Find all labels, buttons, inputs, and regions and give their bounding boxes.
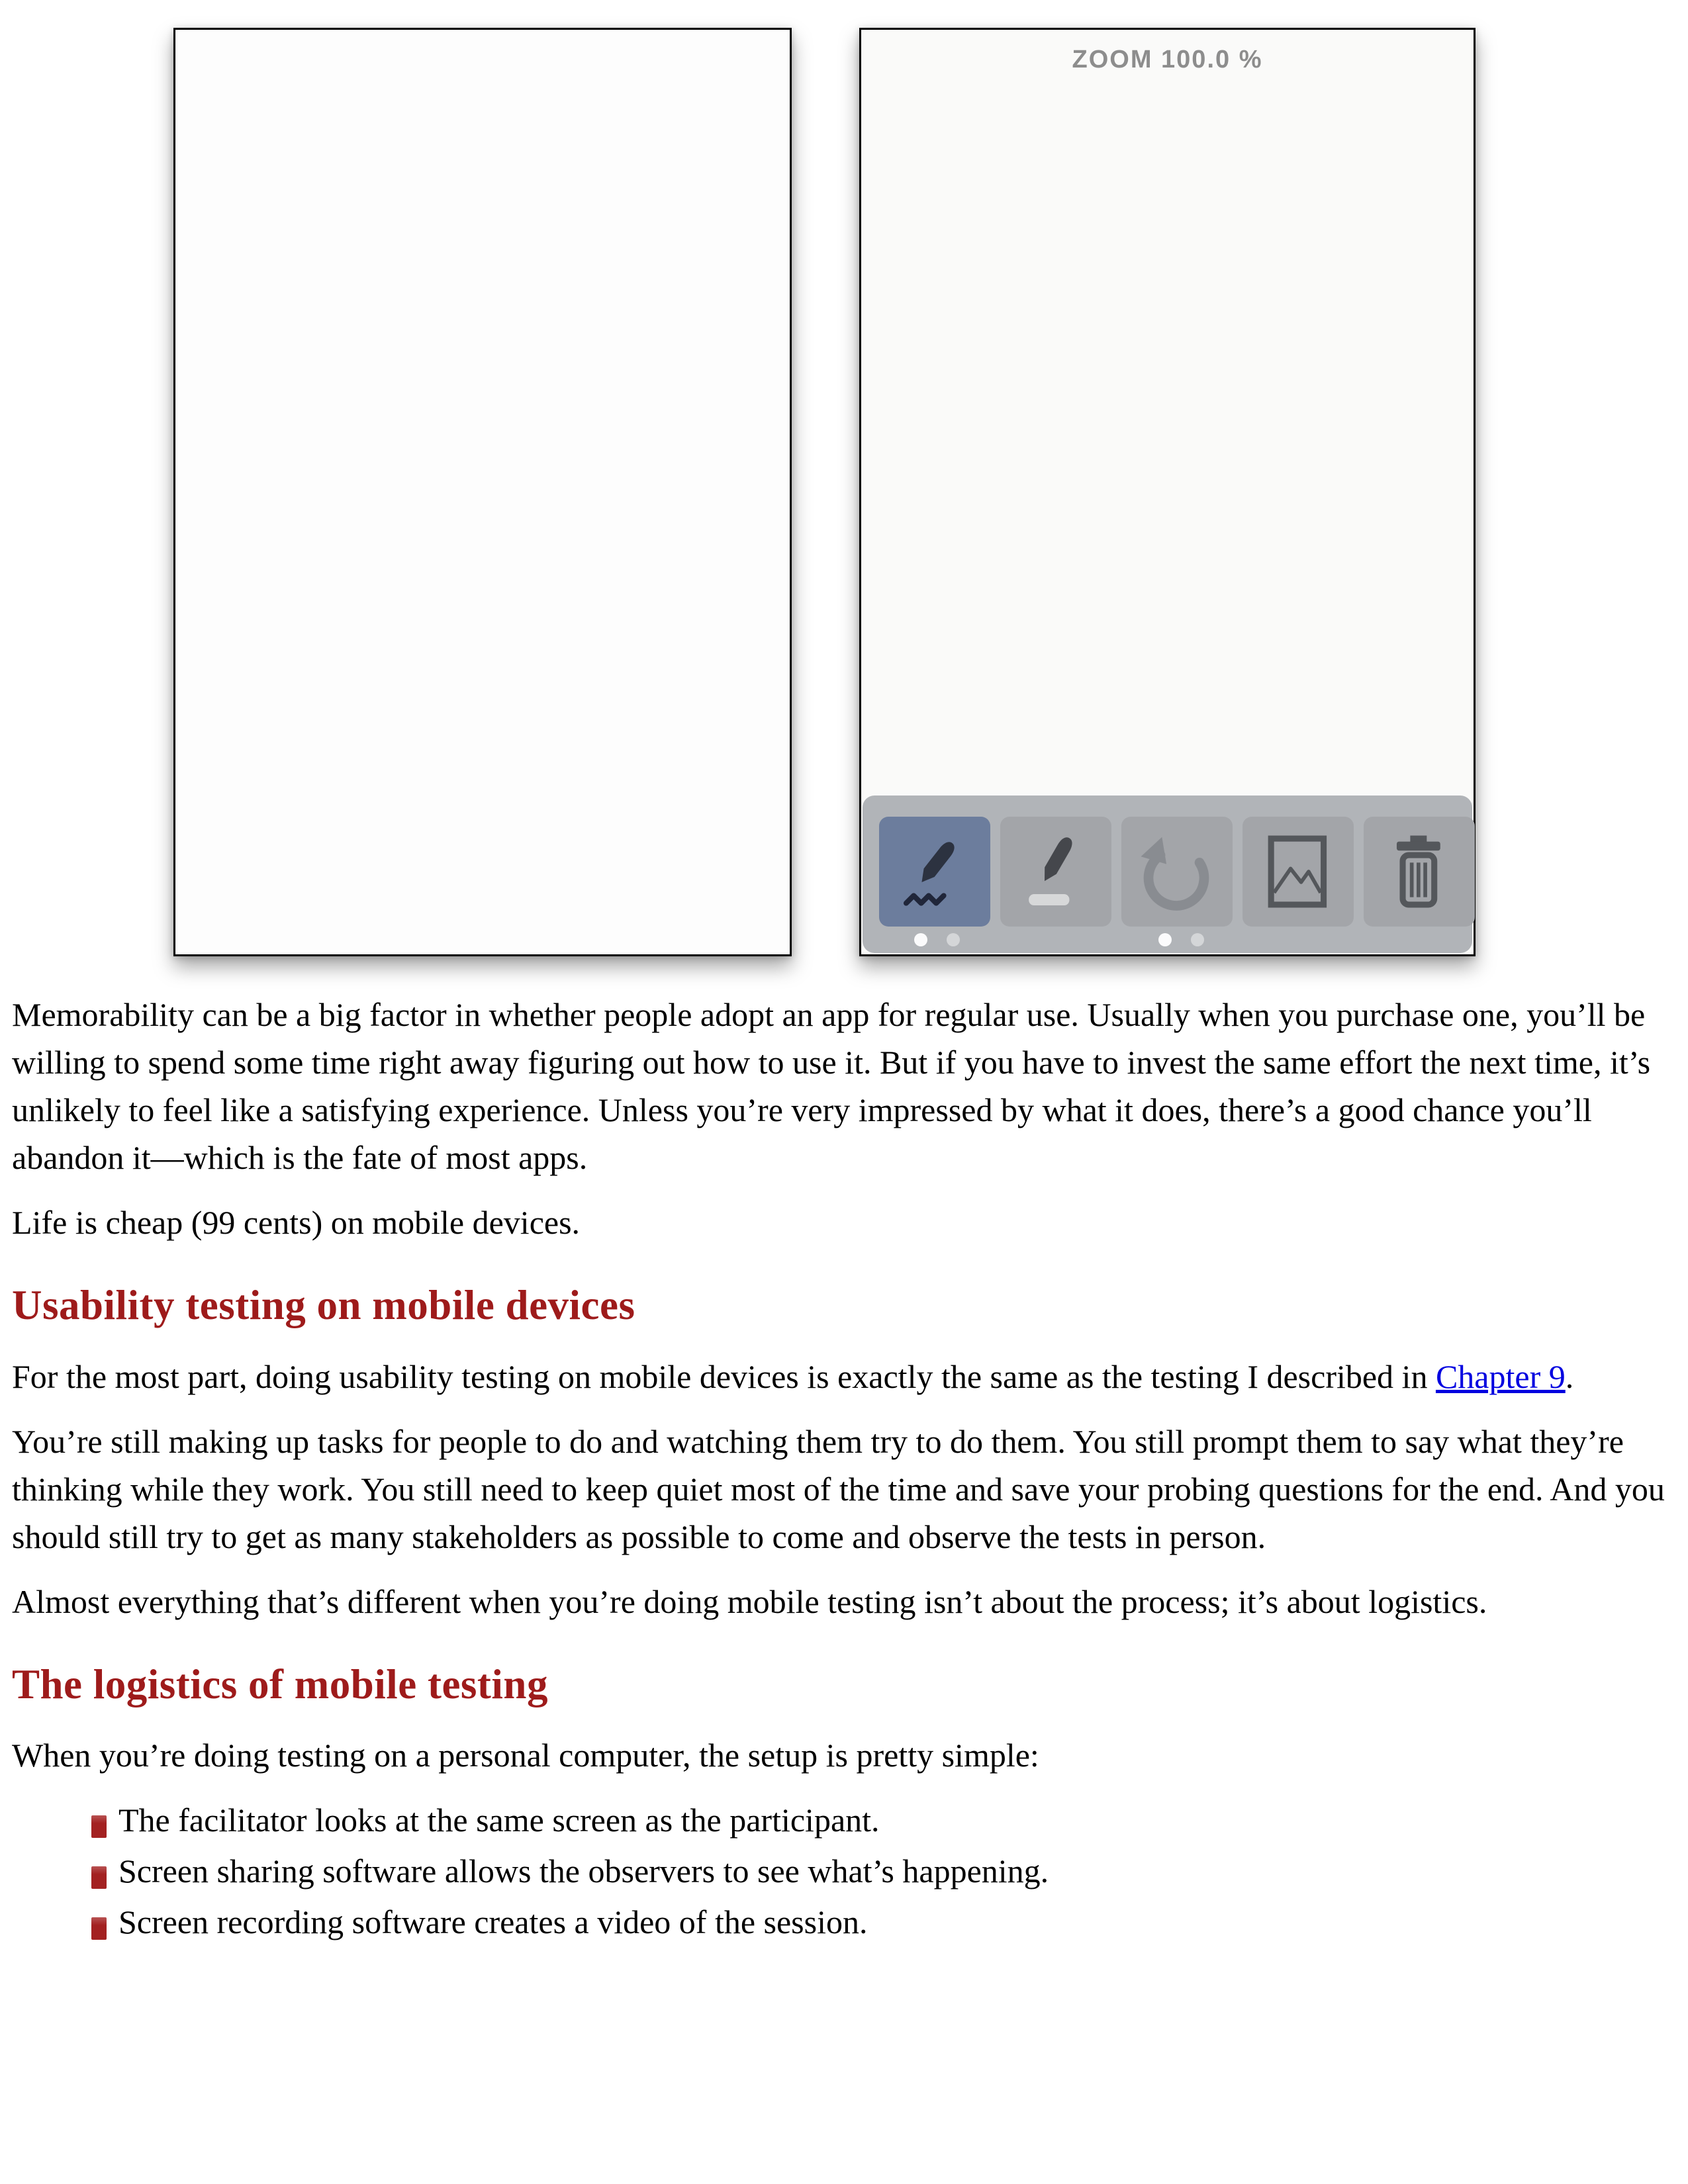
red-square-bullet-icon: [91, 1866, 107, 1889]
pen-icon: [896, 833, 974, 911]
undo-icon: [1138, 833, 1216, 911]
photo-button[interactable]: [1243, 817, 1354, 927]
paragraph-text: .: [1565, 1357, 1574, 1395]
toolbar-buttons: [863, 796, 1472, 927]
heading-logistics: The logistics of mobile testing: [12, 1661, 548, 1707]
app-screenshot-drawing: [859, 28, 1476, 956]
paragraph-youre-still: You’re still making up tasks for people to do and watching them try to do them. You still prompt them to say what they’re thinking while they work. You still need to keep quiet most of the time and save your probing questions for the end. And you should still try to get as many stakeholders as possible to come and observe the tests in person.: [12, 1422, 1665, 1555]
page-indicator-dot: [1191, 933, 1204, 946]
paragraph-almost-everything: Almost everything that’s different when you’re doing mobile testing isn’t about the process; it’s about logistics.: [12, 1582, 1487, 1620]
screenshots-row: [0, 0, 1688, 991]
body-text: [0, 991, 1688, 1946]
app-screenshot-blank: [173, 28, 792, 956]
pen-tool-button[interactable]: [879, 817, 990, 927]
drawing-toolbar: [863, 796, 1472, 953]
trash-icon: [1380, 833, 1458, 911]
paragraph-life-is-cheap: Life is cheap (99 cents) on mobile devices.: [12, 1204, 581, 1241]
list-item: [91, 1898, 1671, 1946]
list-item: [91, 1847, 1671, 1895]
red-square-bullet-icon: [91, 1815, 107, 1838]
page-indicator-dot: [947, 933, 960, 946]
marker-tool-button[interactable]: [1000, 817, 1111, 927]
list-item: [91, 1796, 1671, 1844]
zoom-level-label: ZOOM 100.0 %: [1072, 46, 1263, 73]
bullet-text: The facilitator looks at the same screen as the participant.: [118, 1801, 880, 1839]
paragraph-setup-simple: When you’re doing testing on a personal computer, the setup is pretty simple:: [12, 1737, 1039, 1774]
paragraph-for-the-most-part: [12, 1353, 1671, 1400]
paragraph-text: For the most part, doing usability testing on mobile devices is exactly the same as the testing I described in: [12, 1357, 1436, 1395]
page-indicator-dot: [1158, 933, 1172, 946]
paragraph-memorability: Memorability can be a big factor in whether people adopt an app for regular use. Usually when you purchase one, you’ll be willing to spend some time right away figuring out how to use it. But if you have to invest the same effort the next time, it’s unlikely to feel like a satisfying experience. Unless you’re very impressed by what it does, there’s a good chance you’ll abandon it—which is the fate of most apps.: [12, 996, 1651, 1176]
undo-button[interactable]: [1121, 817, 1233, 927]
marker-icon: [1017, 833, 1095, 911]
chapter-9-link[interactable]: Chapter 9: [1435, 1357, 1566, 1395]
bullet-text: Screen sharing software allows the observers to see what’s happening.: [118, 1852, 1049, 1890]
trash-button[interactable]: [1364, 817, 1475, 927]
bullet-text: Screen recording software creates a video of the session.: [118, 1903, 868, 1941]
page-indicator-dot: [914, 933, 927, 946]
heading-usability-testing: Usability testing on mobile devices: [12, 1282, 635, 1328]
setup-bullet-list: [12, 1796, 1671, 1946]
red-square-bullet-icon: [91, 1917, 107, 1940]
photo-icon: [1259, 833, 1337, 911]
